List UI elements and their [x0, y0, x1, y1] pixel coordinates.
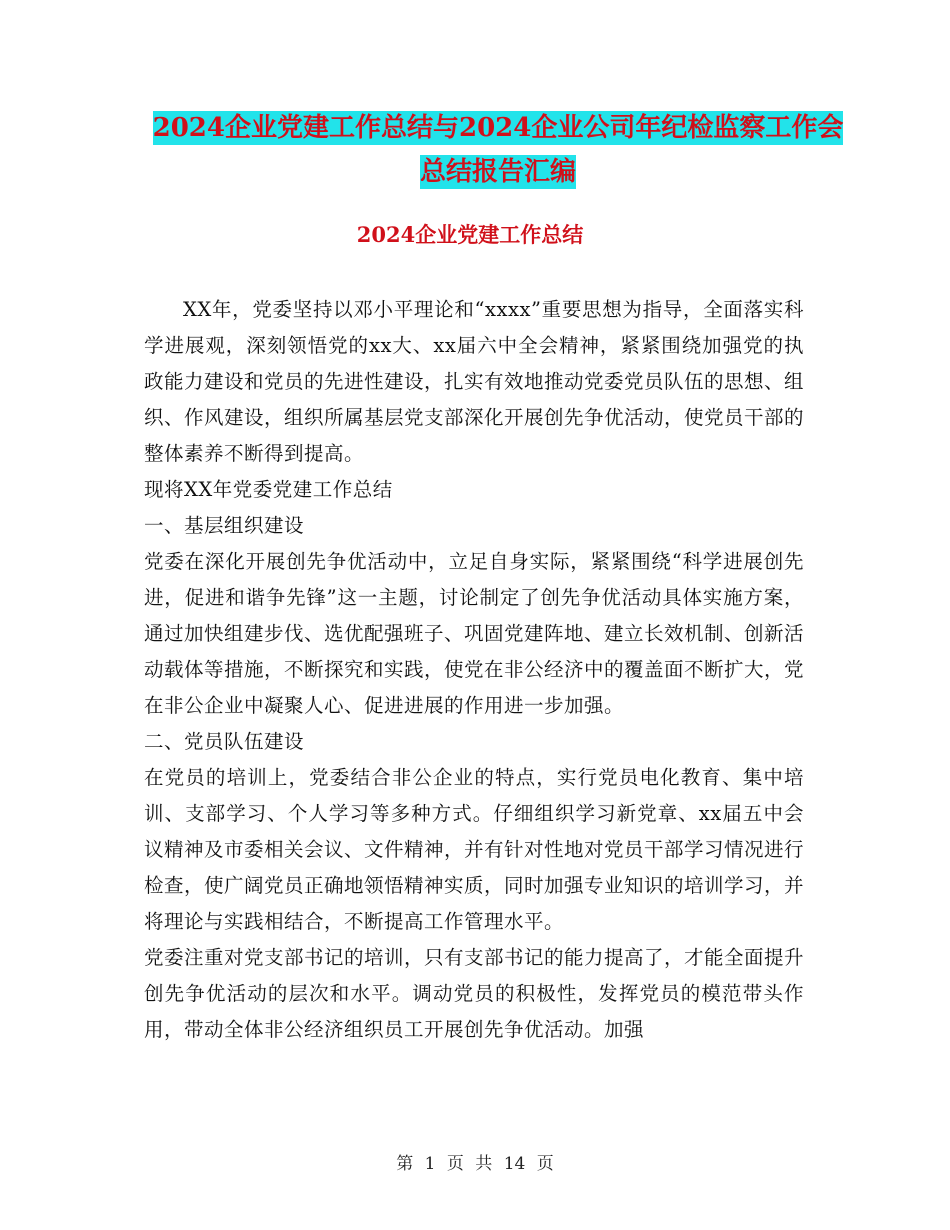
- paragraph-secretary-training: 党委注重对党支部书记的培训，只有支部书记的能力提高了，才能全面提升创先争优活动的层次和水平。调动党员的积极性，发挥党员的模范带头作用，带动全体非公经济组织员工开展创先争优活动。加强: [144, 946, 805, 1041]
- heading-party-member-team: 二、党员队伍建设: [144, 730, 305, 753]
- page-number-footer: 第 1 页 共 14 页: [396, 1154, 554, 1174]
- section-title: 2024企业党建工作总结: [356, 222, 584, 247]
- document-title-text: 2024企业党建工作总结与2024企业公司年纪检监察工作会总结报告汇编: [152, 113, 844, 187]
- paragraph-intro: XX年，党委坚持以邓小平理论和“xxxx”重要思想为指导，全面落实科学进展观，深刻领悟党的xx大、xx届六中全会精神，紧紧围绕加强党的执政能力建设和党员的先进性建设，扎实有效地推动党委党员队伍的思想、组织、作风建设，组织所属基层党支部深化开展创先争优活动，使党员干部的整体素养不断得到提高。: [144, 298, 805, 465]
- heading-grassroots-organization: 一、基层组织建设: [144, 514, 305, 537]
- paragraph-member-training: 在党员的培训上，党委结合非公企业的特点，实行党员电化教育、集中培训、支部学习、个人学习等多种方式。仔细组织学习新党章、xx届五中会议精神及市委相关会议、文件精神，并有针对性地对党员干部学习情况进行检查，使广阔党员正确地领悟精神实质，同时加强专业知识的培训学习，并将理论与实践相结合，不断提高工作管理水平。: [144, 766, 805, 933]
- paragraph-grassroots-organization: 党委在深化开展创先争优活动中，立足自身实际，紧紧围绕“科学进展创先进，促进和谐争先锋”这一主题，讨论制定了创先争优活动具体实施方案，通过加快组建步伐、选优配强班子、巩固党建阵地、建立长效机制、创新活动载体等措施，不断探究和实践，使党在非公经济中的覆盖面不断扩大，党在非公企业中凝聚人心、促进进展的作用进一步加强。: [144, 550, 805, 717]
- paragraph-summary-lead: 现将XX年党委党建工作总结: [144, 478, 393, 501]
- document-title: [140, 106, 856, 194]
- document-body: [144, 292, 804, 1048]
